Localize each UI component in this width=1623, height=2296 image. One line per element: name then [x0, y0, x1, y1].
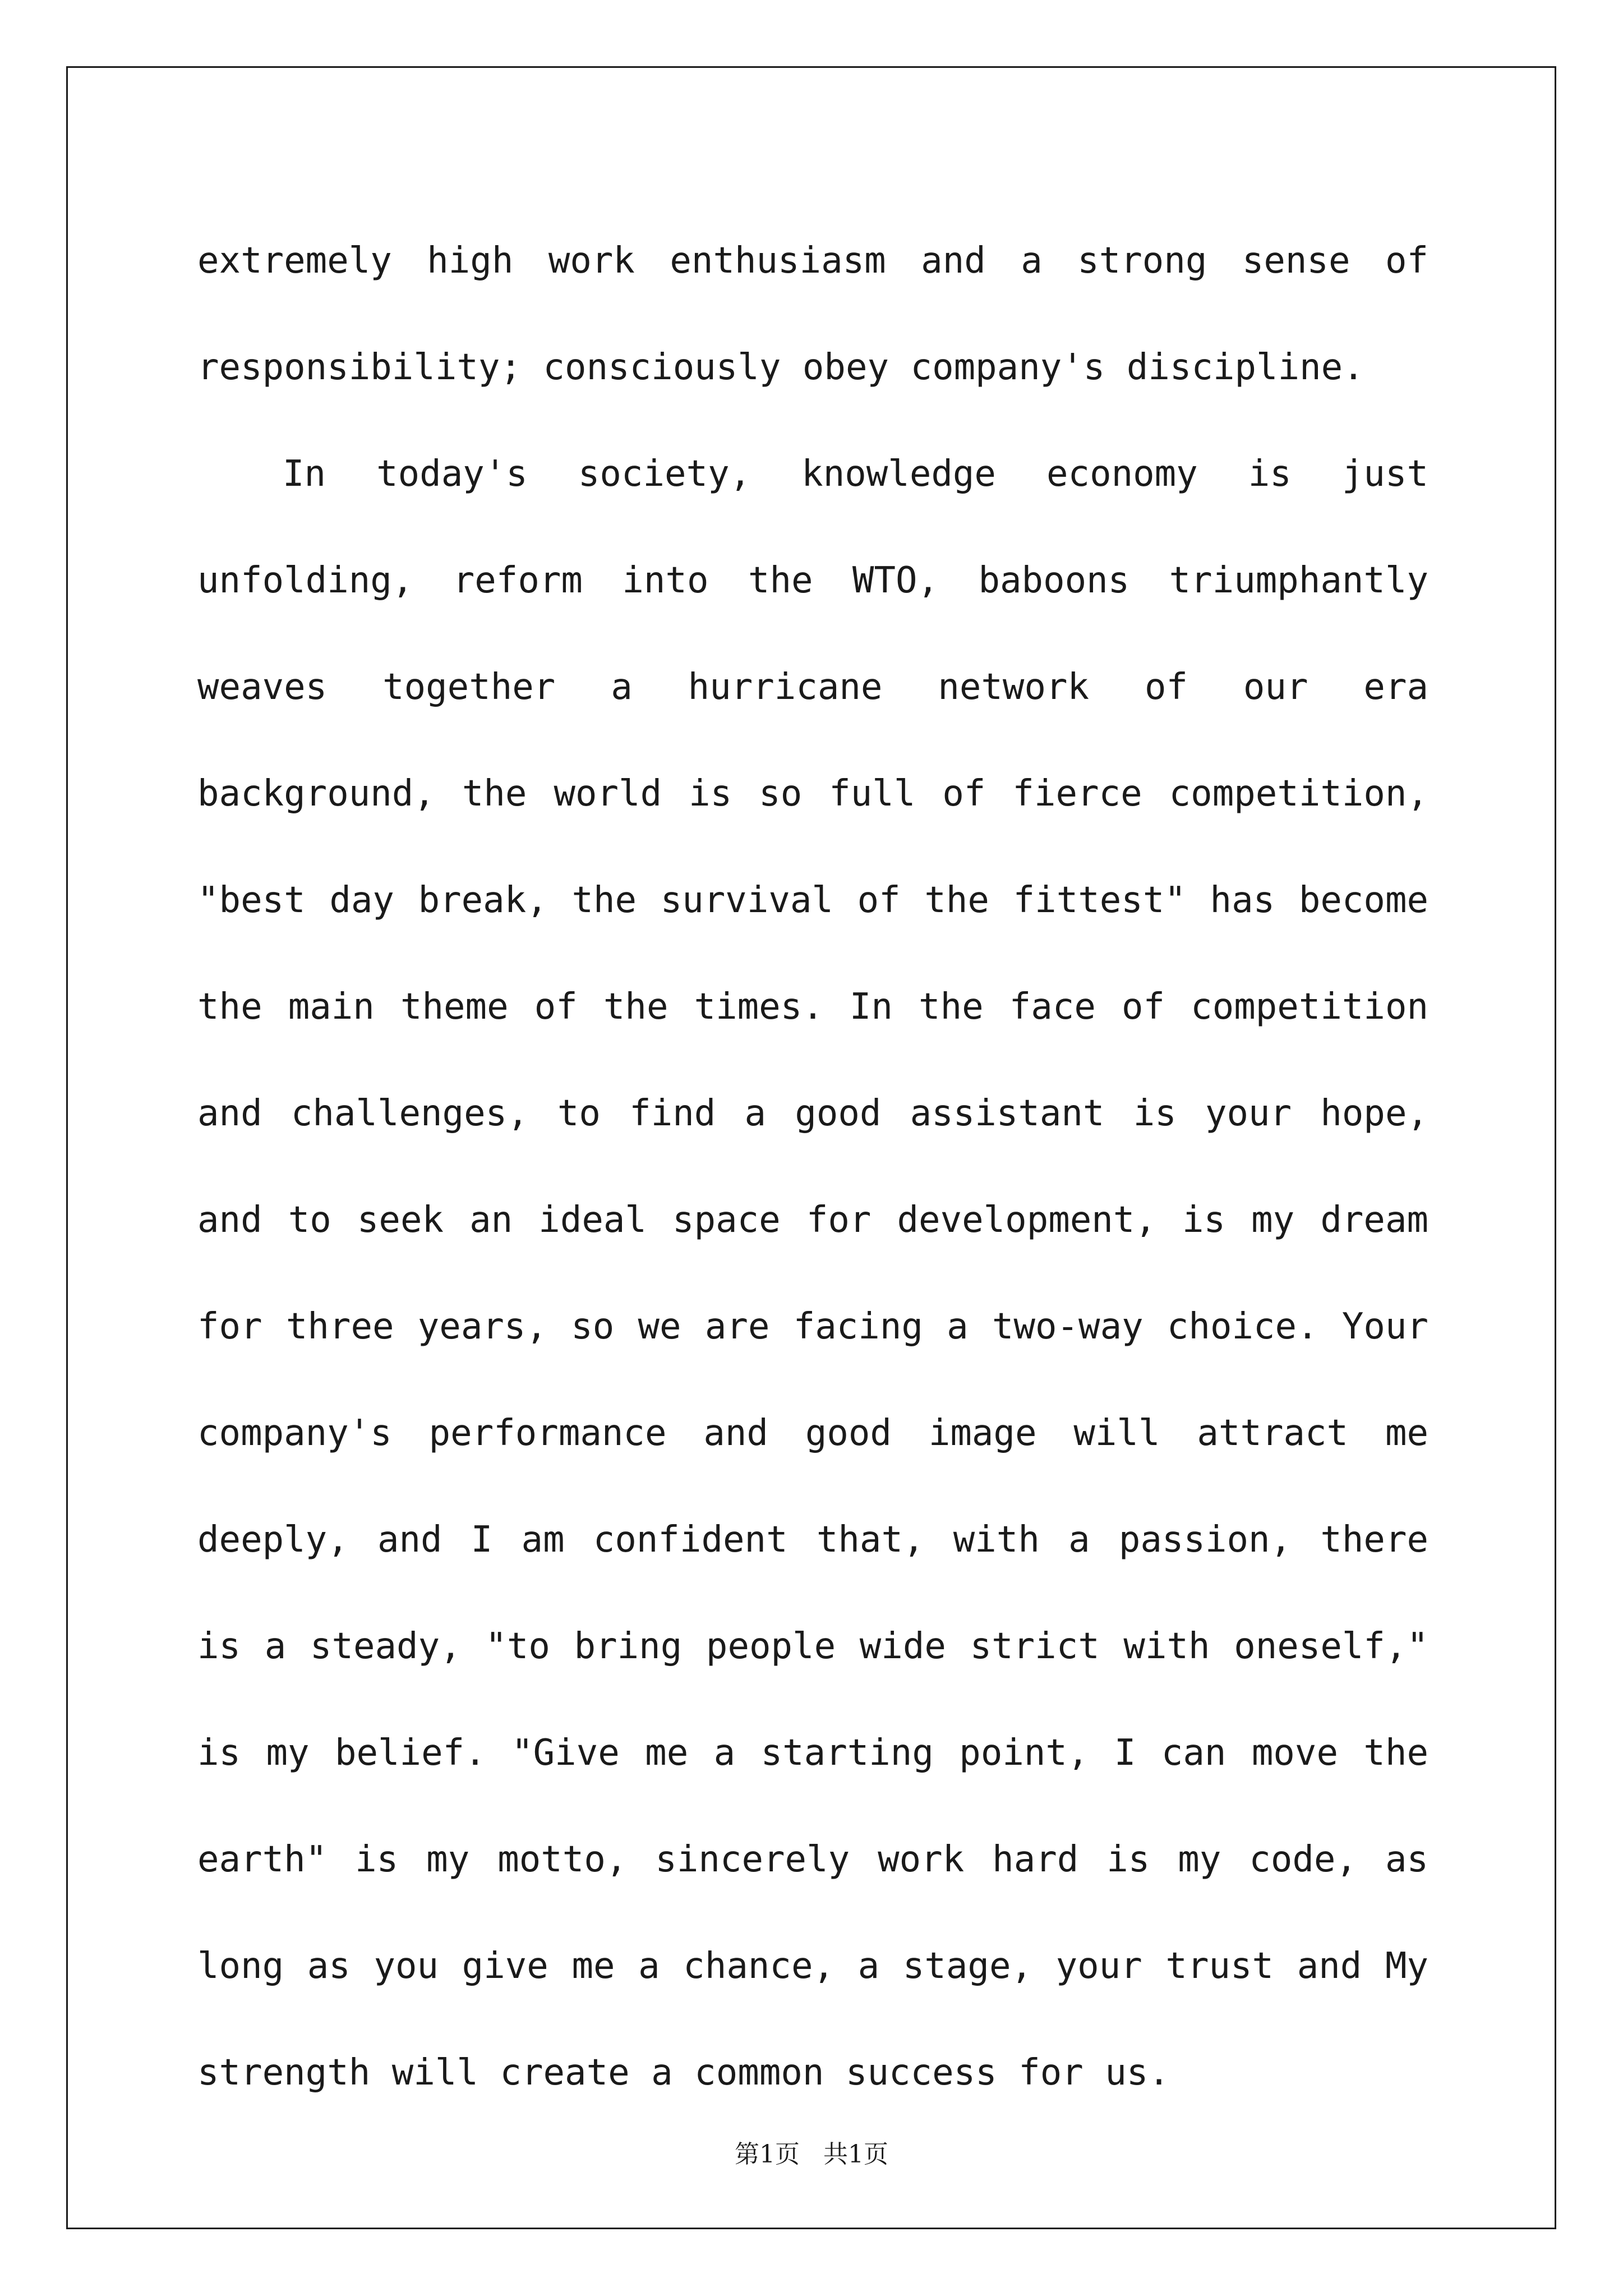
page-footer: 第1页 共1页 [735, 2140, 888, 2169]
paragraph-2: In today's society, knowledge economy is just unfolding, reform into the WTO, baboons triumphantly weaves together a hurricane network of our era background, the world is so full of fierce competition, "best day break, the survival of the fittest" has become the main theme of the times. In the face of competition and challenges, to find a good assistant is your hope, and to seek an ideal space for development, is my dream for three years, so we are facing a two-way choice. Your company's performance and good image will attract me deeply, and I am confident that, with a passion, there is a steady, "to bring people wide strict with oneself," is my belief. "Give me a starting point, I can move the earth" is my motto, sincerely work hard is my code, as long as you give me a chance, a stage, your trust and My strength will create a common success for us. [197, 453, 1428, 2093]
paragraph-1: extremely high work enthusiasm and a strong sense of responsibility; consciously obey company's discipline. [197, 240, 1428, 388]
document-body [197, 208, 1428, 2126]
